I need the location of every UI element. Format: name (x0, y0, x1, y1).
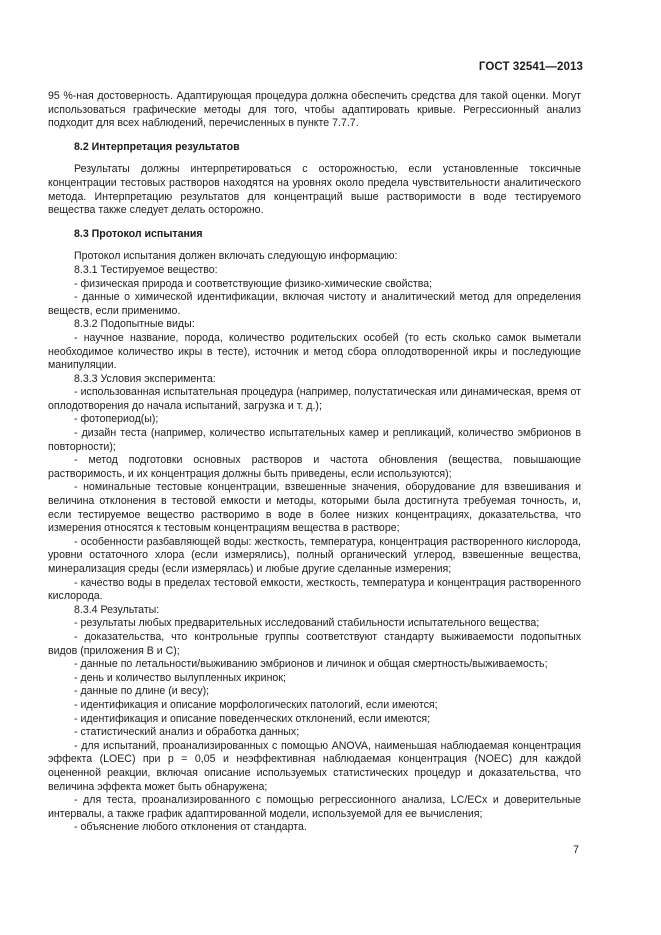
list-item: - объяснение любого отклонения от стандарта. (74, 821, 307, 834)
list-item: - статистический анализ и обработка данных; (74, 726, 300, 739)
list-item: - особенности разбавляющей воды: жесткость, температура, концентрация растворенного кислорода, уровни остаточного хлора (если измерялись), полный органический углерод, взвешенные вещества, минерализация среды (если измерялась) и любые другие сделанные измерения; (48, 535, 581, 575)
subsection-heading: 8.3.1 Тестируемое вещество: (74, 263, 218, 276)
list-item: - качество воды в пределах тестовой емкости, жесткость, температура и концентрация растворенного кислорода. (48, 576, 581, 603)
list-item: - данные по летальности/выживанию эмбрионов и личинок и общая смертность/выживаемость; (74, 658, 548, 671)
list-item: - результаты любых предварительных исследований стабильности испытательного вещества; (74, 617, 540, 630)
list-item: - использованная испытательная процедура (например, полустатическая или динамическая, время от оплодотворения до начала испытаний, загрузка и т. д.); (48, 386, 581, 412)
subsection-heading: 8.3.4 Результаты: (74, 603, 160, 616)
section-heading-8-2: 8.2 Интерпретация результатов (74, 140, 240, 153)
list-item: - идентификация и описание морфологических патологий, если имеются; (74, 698, 438, 711)
page-number: 7 (573, 844, 579, 856)
list-item: - доказательства, что контрольные группы соответствуют стандарту выживаемости подопытных видов (приложения В и С); (48, 630, 581, 657)
paragraph: 95 %-ная достоверность. Адаптирующая процедура должна обеспечить средства для такой оценки. Могут использоваться графические методы для того, чтобы адаптировать кривые. Регрессионный анализ подходит для всех наблюдений, перечисленных в пункте 7.7.7. (48, 90, 581, 130)
subsection-heading: 8.3.2 Подопытные виды: (74, 318, 195, 331)
list-item: - для теста, проанализированного с помощью регрессионного анализа, LC/ECx и доверительные интервалы, а также график адаптированной модели, используемой для ее вычисления; (48, 794, 581, 820)
document-number: ГОСТ 32541—2013 (478, 61, 583, 73)
section-heading-8-3: 8.3 Протокол испытания (74, 227, 203, 240)
list-item: - дизайн теста (например, количество испытательных камер и репликаций, количество эмбрионов в повторности); (48, 427, 581, 453)
list-item: - для испытаний, проанализированных с помощью ANOVA, наименьшая наблюдаемая концентрация эффекта (LOEC) при p = 0,05 и неэффективная наблюдаемая концентрация (NOEC) для каждой оцененной реакции, включая описание используемых статистических процедур и доказательства, что величина эффекта может быть обнаружена; (48, 739, 581, 793)
list-item: - данные о химической идентификации, включая чистоту и аналитический метод для определения веществ, если применимо. (48, 291, 581, 317)
list-item: - физическая природа и соответствующие физико-химические свойства; (74, 277, 433, 290)
list-item: - данные по длине (и весу); (74, 685, 210, 698)
subsection-heading: 8.3.3 Условия эксперимента: (74, 372, 216, 385)
list-item: - фотопериод(ы); (74, 413, 159, 426)
list-item: - идентификация и описание поведенческих отклонений, если имеются; (74, 712, 431, 725)
paragraph: Результаты должны интерпретироваться с осторожностью, если установленные токсичные концентрации тестовых растворов находятся на уровнях около предела чувствительности аналитического метода. Интерпретацию результатов для концентраций выше растворимости в воде тестируемого вещества также следует делать осторожно. (48, 163, 581, 217)
paragraph: Протокол испытания должен включать следующую информацию: (74, 250, 398, 263)
list-item: - метод подготовки основных растворов и частота обновления (вещества, повышающие растворимость, и их концентрация должны быть приведены, если используются); (48, 454, 581, 480)
list-item: - номинальные тестовые концентрации, взвешенные значения, оборудование для взвешивания и величина отклонения в тестовой емкости и методы, которыми была достигнута требуемая точность, и, если тестируемое вещество растворимо в воде в более низких концентрациях, доказательства, что измерения относятся к тестовым концентрациям вещества в растворе; (48, 481, 581, 535)
list-item: - научное название, порода, количество родительских особей (то есть сколько самок выметали необходимое количество икры в тесте), источник и метод сбора оплодотворенной икры и последующие манипуляции. (48, 331, 581, 372)
list-item: - день и количество вылупленных икринок; (74, 671, 286, 684)
document-body (48, 90, 581, 835)
